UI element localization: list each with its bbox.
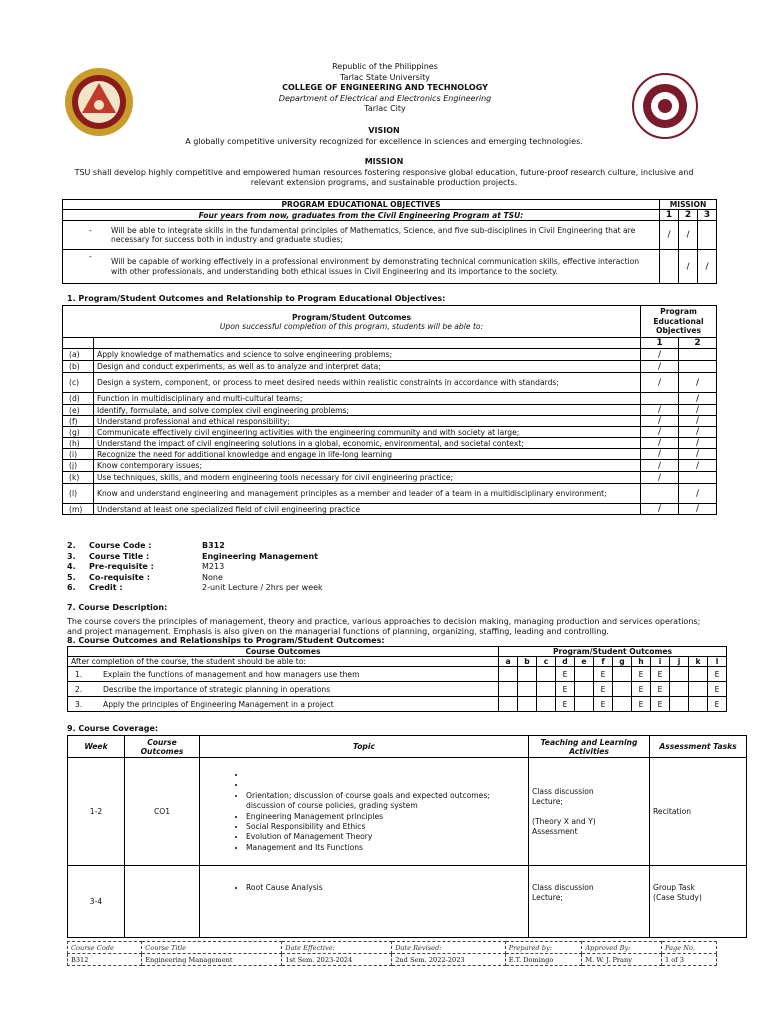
topic-item: • Orientation; discussion of course goals and expected outcomes; discussion of course policies, grading system [246,791,525,812]
coverage-assessment [650,866,747,938]
po-header: Program/Student Outcomes [499,647,727,657]
peo-mark: / [679,221,698,250]
co-po-mark [670,697,689,712]
outcome-text: Know and understand engineering and management principles as a member and leader of a team in a multidisciplinary environment; [94,484,641,504]
peo-mark [660,250,679,284]
po-letter: i [651,657,670,667]
course-info-key: Pre-requisite : [89,562,154,572]
outcome-mark-2: / [679,504,717,515]
co-text [68,667,499,682]
co-row [68,682,727,697]
topic-list [224,770,525,853]
peo-row [63,250,660,284]
po-letter: j [670,657,689,667]
co-po-mark: E [594,682,613,697]
tla-line: Lecture; [532,796,563,806]
outcome-code: (c) [63,373,94,393]
coverage-assessment [650,758,747,866]
outcome-mark-1: / [641,373,679,393]
outcome-code: (d) [63,393,94,405]
outcome-mark-1: / [641,361,679,373]
outcome-row [63,416,717,427]
co-text [68,697,499,712]
co-po-table [67,646,727,712]
mission-col-2: 2 [679,210,698,221]
outcome-row [63,405,717,416]
outcome-code: (l) [63,484,94,504]
co-po-mark: E [708,697,727,712]
peo-mark [698,221,717,250]
course-description: The course covers the principles of management, theory and practice, various approaches to decision making, managing production and services operations; and project management. Emphasis is also given on the managerial functions of planning, organizing, staffing, leading and controlling. [67,617,701,637]
topic-item: • Management and Its Functions [246,843,525,853]
co-po-mark [499,667,518,682]
outcome-mark-2: / [679,438,717,449]
course-info-row [67,583,323,594]
outcome-mark-1: / [641,349,679,361]
footer-value: M. W. J. Prany [582,954,662,966]
coverage-topics [200,758,529,866]
outcome-text: Recognize the need for additional knowledge and engage in life-long learning [94,449,641,460]
outcome-text: Understand professional and ethical responsibility; [94,416,641,427]
outcome-mark-1: / [641,449,679,460]
outcome-text: Understand at least one specialized field of civil engineering practice [94,504,641,515]
document-header [160,62,610,115]
co-po-mark: E [556,667,575,682]
coverage-table [67,735,747,938]
co-row [68,697,727,712]
header-line-city: Tarlac City [364,104,406,114]
topic-item: • Social Responsibility and Ethics [246,822,525,832]
course-info-key: Course Title : [89,551,150,561]
header-line-department: Department of Electrical and Electronics Engineering [278,93,492,103]
peo-mark: / [698,250,717,284]
outcome-code: (e) [63,405,94,416]
assessment-line: Group Task [653,883,695,892]
document-footer [67,941,717,966]
footer-label: Date Effective: [282,942,392,954]
co-po-mark: E [632,682,651,697]
outcome-mark-2: / [679,393,717,405]
coverage-row [68,866,747,938]
outcome-code: (f) [63,416,94,427]
topic-item [246,780,525,790]
footer-label: Course Title [142,942,282,954]
outcome-code: (g) [63,427,94,438]
coverage-tla [529,758,650,866]
footer-value: 1st Sem. 2023-2024 [282,954,392,966]
tla-line: (Theory X and Y) [532,816,596,826]
outcome-code: (i) [63,449,94,460]
peo-text: Will be able to integrate skills in the fundamental principles of Mathematics, Science, and five sub-disciplines in Civil Engineering that are necessary for success both in industry and graduate studies; [111,225,636,244]
po-letter: c [537,657,556,667]
outcome-text: Design and conduct experiments, as well as to analyze and interpret data; [94,361,641,373]
co-po-mark: E [594,667,613,682]
co-po-mark: E [632,667,651,682]
po-letter: e [575,657,594,667]
footer-label: Prepared by: [505,942,582,954]
outcome-code: (h) [63,438,94,449]
outcome-text: Function in multidisciplinary and multi-cultural teams; [94,393,641,405]
tla-line: Lecture; [532,893,563,902]
peo-table [62,199,717,284]
outcome-row [63,472,717,484]
course-info-num: 5. [67,572,76,582]
course-info-key: Credit : [89,583,123,593]
co-po-mark: E [651,682,670,697]
course-info-num: 2. [67,541,76,550]
outcome-text: Use techniques, skills, and modern engineering tools necessary for civil engineering practice; [94,472,641,484]
topic-item: • Root Cause Analysis [246,883,525,893]
coverage-tla [529,866,650,938]
mission-col-3: 3 [698,210,717,221]
footer-value: Engineering Management [142,954,282,966]
co-po-mark: E [556,682,575,697]
po-letter: k [689,657,708,667]
co-po-mark [518,697,537,712]
outcome-code: (m) [63,504,94,515]
po-letter: h [632,657,651,667]
outcome-mark-1 [641,393,679,405]
peo-col-2: 2 [679,338,717,349]
outcome-code: (k) [63,472,94,484]
tla-line: Assessment [532,826,578,836]
outcome-mark-2 [679,472,717,484]
course-info-value: None [202,572,223,582]
course-info [67,541,323,594]
outcome-mark-1: / [641,427,679,438]
co-po-mark: E [651,697,670,712]
footer-value: 2nd Sem. 2022-2023 [392,954,506,966]
outcomes-header-sub: Upon successful completion of this program, students will be able to: [219,321,484,331]
outcome-text: Know contemporary issues; [94,460,641,472]
po-letter: a [499,657,518,667]
coverage-co: CO1 [125,758,200,866]
tla-line: Class discussion [532,883,594,892]
col-tla: Teaching and Learning Activities [529,736,650,758]
peo-title: PROGRAM EDUCATIONAL OBJECTIVES [63,200,660,210]
course-info-num: 6. [67,583,76,593]
co-po-mark: E [594,697,613,712]
co-po-mark [518,682,537,697]
co-po-mark [689,667,708,682]
outcome-text: Apply knowledge of mathematics and science to solve engineering problems; [94,349,641,361]
section-8-title: 8. Course Outcomes and Relationships to Program/Student Outcomes: [67,636,385,645]
outcome-mark-1 [641,484,679,504]
po-letter: l [708,657,727,667]
co-po-mark: E [708,682,727,697]
col-week: Week [68,736,125,758]
peo-mark: / [679,250,698,284]
outcomes-header-title: Program/Student Outcomes [291,312,412,322]
co-po-mark [537,697,556,712]
coverage-co [125,866,200,938]
co-po-mark: E [556,697,575,712]
co-num: 3. [75,699,83,709]
course-info-value: 2-unit Lecture / 2hrs per week [202,583,323,593]
co-po-mark [670,667,689,682]
outcome-row [63,460,717,472]
outcome-mark-1: / [641,504,679,515]
po-letter: b [518,657,537,667]
header-line-college: COLLEGE OF ENGINEERING AND TECHNOLOGY [282,83,488,93]
co-po-mark [537,667,556,682]
outcome-row [63,427,717,438]
co-po-mark [575,667,594,682]
outcome-mark-2: / [679,427,717,438]
course-info-row [67,562,323,573]
co-po-mark: E [708,667,727,682]
co-po-mark: E [632,697,651,712]
coverage-week: 1-2 [68,758,125,866]
course-info-value: B312 [202,541,225,550]
vision-block [62,126,706,147]
header-line-republic: Republic of the Philippines [332,62,438,71]
co-desc: Explain the functions of management and how managers use them [103,669,360,679]
outcome-mark-2: / [679,460,717,472]
col-assessment: Assessment Tasks [650,736,747,758]
outcome-mark-1: / [641,416,679,427]
co-po-mark: E [651,667,670,682]
mission-block [62,157,706,189]
co-po-mark [575,682,594,697]
co-desc: Describe the importance of strategic planning in operations [103,684,331,694]
co-po-mark [670,682,689,697]
co-po-mark [689,682,708,697]
co-lead: After completion of the course, the student should be able to: [68,657,499,667]
outcome-mark-2: / [679,449,717,460]
co-text [68,682,499,697]
topic-item: • Evolution of Management Theory [246,832,525,842]
co-po-mark [689,697,708,712]
course-info-key: Course Code : [89,541,152,550]
footer-value: E.T. Domingo [505,954,582,966]
course-info-key: Co-requisite : [89,572,150,582]
peo-bullet: - [89,252,92,261]
topic-item: • Engineering Management principles [246,812,525,822]
coverage-row [68,758,747,866]
footer-value: B312 [68,954,142,966]
co-po-mark [613,682,632,697]
coverage-week: 3-4 [68,866,125,938]
co-desc: Apply the principles of Engineering Management in a project [103,699,334,709]
peo-text: Will be capable of working effectively in a professional environment by demonstrating technical communication skills, effective interaction with other professionals, and understanding both ethical issues in Civil Engineering and its importance to the society. [111,257,640,276]
outcome-mark-2: / [679,484,717,504]
footer-value: 1 of 3 [661,954,716,966]
co-num: 2. [75,684,83,694]
peo-row [63,221,660,250]
footer-label: Date Revised: [392,942,506,954]
outcome-row [63,504,717,515]
course-info-value: M213 [202,562,225,572]
section-9-title: 9. Course Coverage: [67,724,159,733]
co-header: Course Outcomes [68,647,499,657]
tla-line: Class discussion [532,786,594,796]
vision-title: VISION [368,126,400,135]
outcomes-table [62,305,717,515]
mission-col-header: MISSION [660,200,717,210]
outcome-row [63,438,717,449]
outcome-mark-1: / [641,472,679,484]
peo-bullet: - [89,225,92,235]
outcome-mark-1: / [641,438,679,449]
outcome-code: (b) [63,361,94,373]
topic-item [246,770,525,780]
co-po-mark [499,682,518,697]
footer-label: Approved By: [582,942,662,954]
outcome-row [63,393,717,405]
col-course-outcomes: Course Outcomes [125,736,200,758]
peo-mark: / [660,221,679,250]
outcome-row [63,449,717,460]
co-po-mark [613,667,632,682]
course-info-row [67,541,323,552]
outcome-mark-1: / [641,460,679,472]
po-letter: f [594,657,613,667]
outcome-mark-2: / [679,416,717,427]
outcome-text: Communicate effectively civil engineering activities with the engineering community and with society at large; [94,427,641,438]
outcome-text: Design a system, component, or process to meet desired needs within realistic constraints in accordance with standards; [94,373,641,393]
outcome-mark-2: / [679,373,717,393]
outcome-code: (a) [63,349,94,361]
co-po-mark [499,697,518,712]
course-info-value: Engineering Management [202,551,318,561]
outcome-row [63,484,717,504]
topic-list [224,883,525,893]
section-7-title: 7. Course Description: [67,603,168,612]
co-po-mark [575,697,594,712]
header-line-university: Tarlac State University [340,72,430,82]
outcome-row [63,373,717,393]
outcome-code: (j) [63,460,94,472]
outcomes-header [63,306,641,338]
mission-title: MISSION [364,157,404,166]
peo-col-1: 1 [641,338,679,349]
vision-text: A globally competitive university recognized for excellence in sciences and emerging technologies. [185,136,583,146]
co-po-mark [518,667,537,682]
peo-subtitle: Four years from now, graduates from the Civil Engineering Program at TSU: [63,210,660,221]
outcome-mark-2: / [679,405,717,416]
footer-label: Page No. [661,942,716,954]
outcome-mark-2 [679,349,717,361]
outcome-row [63,361,717,373]
footer-label: Course Code [68,942,142,954]
mission-col-1: 1 [660,210,679,221]
assessment-line: Recitation [653,806,692,816]
course-info-row [67,552,323,563]
co-row [68,667,727,682]
col-topic: Topic [200,736,529,758]
co-po-mark [537,682,556,697]
mission-text: TSU shall develop highly competitive and empowered human resources fostering responsive global education, future-proof research culture, inclusive and relevant extension programs, and sustainable production projects. [74,167,694,188]
outcome-text: Identify, formulate, and solve complex civil engineering problems; [94,405,641,416]
outcome-row [63,349,717,361]
assessment-line: (Case Study) [653,893,702,902]
course-info-row [67,573,323,584]
outcome-text: Understand the impact of civil engineering solutions in a global, economic, environmental, and societal context; [94,438,641,449]
course-info-num: 3. [67,551,76,561]
outcome-mark-2 [679,361,717,373]
tla-line [532,807,646,817]
coverage-topics [200,866,529,938]
course-info-num: 4. [67,562,76,572]
po-letter: d [556,657,575,667]
co-po-mark [613,697,632,712]
outcome-mark-1: / [641,405,679,416]
po-letter: g [613,657,632,667]
co-num: 1. [75,669,83,679]
section-1-title: 1. Program/Student Outcomes and Relationship to Program Educational Objectives: [67,294,446,303]
peo-col-header: Program Educational Objectives [641,306,717,338]
